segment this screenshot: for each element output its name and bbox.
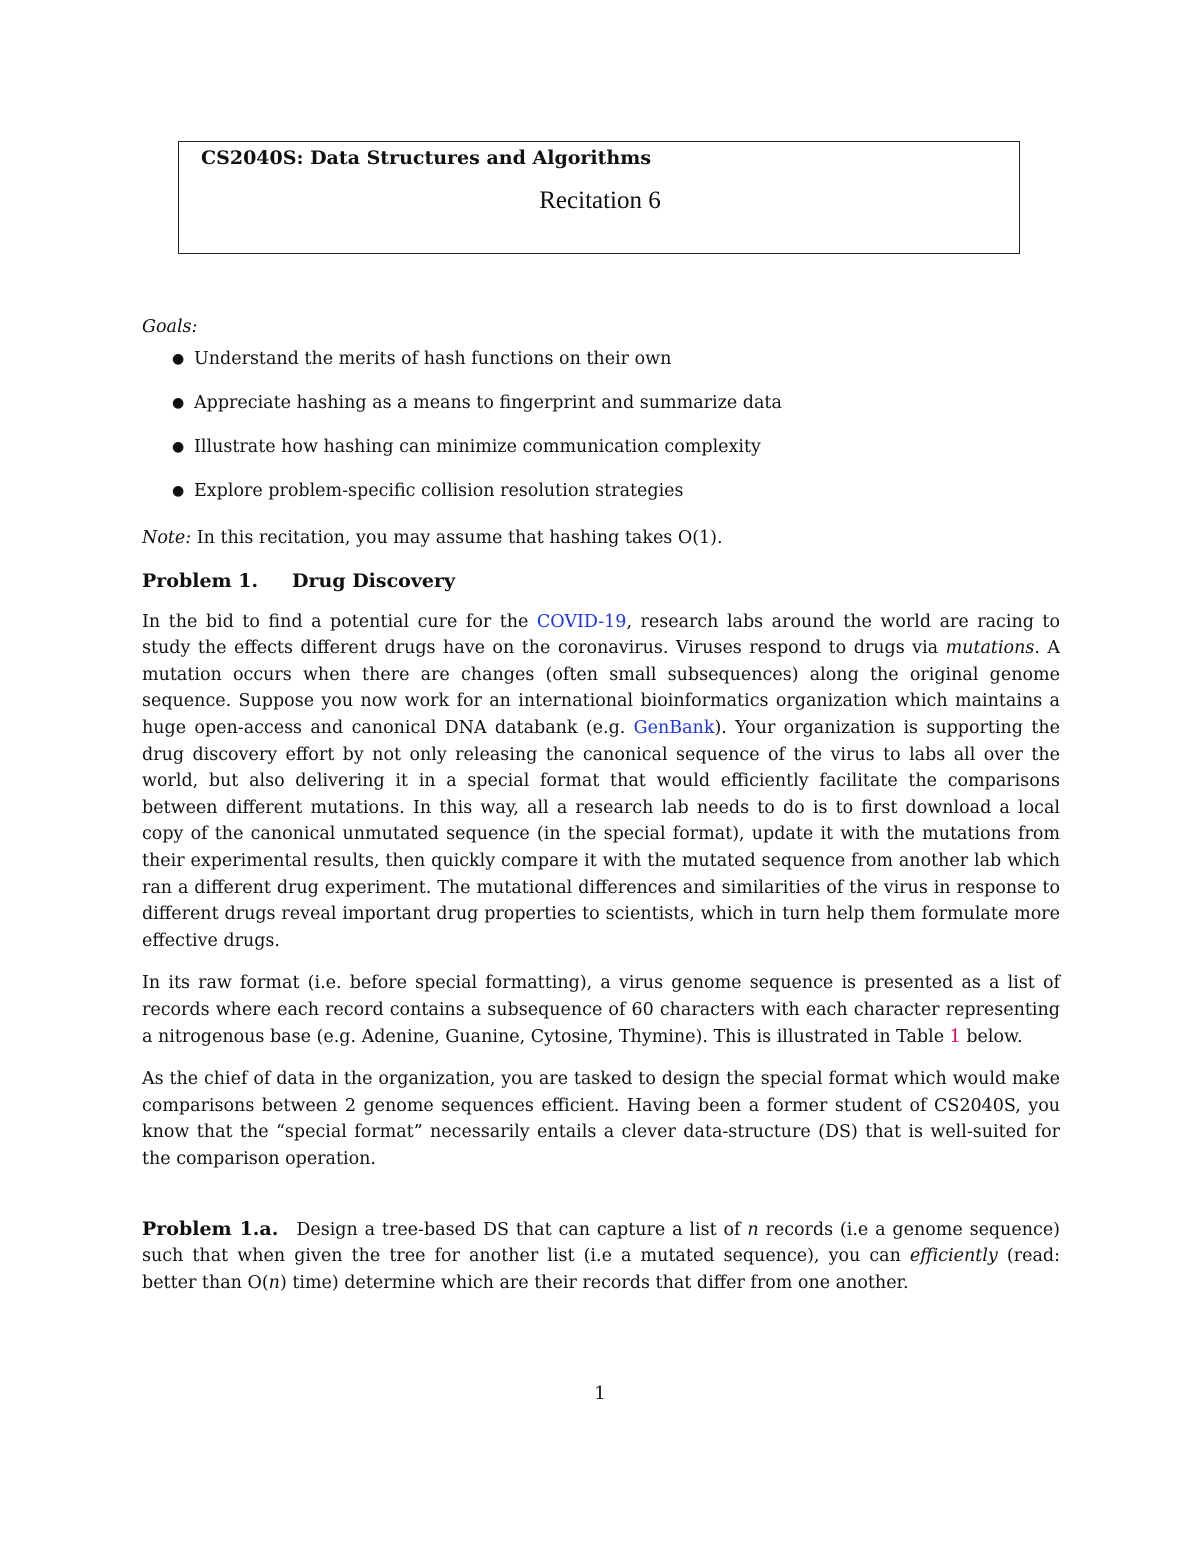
goal-item bbox=[142, 478, 1060, 505]
page-number: 1 bbox=[594, 1383, 606, 1404]
text-run: . A mutation occurs when there are changes (often small subsequences) along the original genome sequence. Suppose you now work for an international bioinformatics organization which maintains a huge open-access and canonical DNA databank (e.g. bbox=[142, 638, 1061, 739]
document-body bbox=[142, 314, 1060, 1296]
problem-1a-label: Problem 1.a. bbox=[142, 1217, 279, 1240]
text-run: Design a tree-based DS that can capture a list of bbox=[296, 1219, 748, 1240]
goal-text: Understand the merits of hash functions on their own bbox=[194, 348, 672, 369]
genbank-link[interactable]: GenBank bbox=[633, 718, 715, 739]
covid-link[interactable]: COVID-19 bbox=[536, 611, 627, 632]
note-label: Note: bbox=[142, 528, 192, 549]
text-run: , research labs around the world are racing to study the effects different drugs have on the coronavirus. Viruses respond to drugs via bbox=[142, 611, 1060, 659]
problem-number: Problem 1. bbox=[142, 570, 259, 593]
problem-1-paragraph-3: As the chief of data in the organization, you are tasked to design the special format which would make comparisons between 2 genome sequences efficient. Having been a former student of CS2040S, you know that the “special format” necessarily entails a clever data-structure (DS) that is well-suited for the comparison operation. bbox=[142, 1069, 1060, 1169]
recitation-title: Recitation 6 bbox=[539, 187, 661, 214]
bullet-icon: ● bbox=[172, 394, 185, 411]
header-box bbox=[178, 141, 1020, 254]
note-text: In this recitation, you may assume that hashing takes O(1). bbox=[191, 528, 723, 549]
goals-list bbox=[142, 346, 1060, 505]
goal-text: Appreciate hashing as a means to fingerprint and summarize data bbox=[194, 392, 782, 413]
emphasis: efficiently bbox=[909, 1246, 998, 1267]
bullet-icon: ● bbox=[172, 438, 185, 455]
math-var: n bbox=[268, 1272, 280, 1293]
problem-1-heading bbox=[142, 568, 1060, 595]
table-ref-link[interactable]: 1 bbox=[949, 1026, 961, 1047]
problem-1a bbox=[142, 1216, 1060, 1297]
goal-item bbox=[142, 434, 1060, 461]
text-run: ). Your organization is supporting the drug discovery effort by not only releasing the canonical sequence of the virus to labs all over the world, but also delivering it in a special format that would efficiently facilitate the comparisons between different mutations. In this way, all a research lab needs to do is to first download a local copy of the canonical unmutated sequence (in the special format), update it with the mutations from their experimental results, then quickly compare it with the mutated sequence from another lab which ran a different drug experiment. The mutational differences and similarities of the virus in response to different drugs reveal important drug properties to scientists, which in turn help them formulate more effective drugs. bbox=[142, 718, 1060, 951]
note bbox=[142, 525, 1060, 552]
bullet-icon: ● bbox=[172, 350, 185, 367]
text-run: In the bid to find a potential cure for the bbox=[142, 611, 537, 632]
problem-1-paragraph-1 bbox=[142, 609, 1060, 955]
goal-item bbox=[142, 346, 1060, 373]
text-run: (read: better than O( bbox=[142, 1246, 1060, 1293]
course-title: CS2040S: Data Structures and Algorithms bbox=[201, 147, 652, 169]
text-run: records (i.e a genome sequence) such that when given the tree for another list (i.e a mutated sequence), you can bbox=[142, 1219, 1061, 1267]
goal-item bbox=[142, 390, 1060, 417]
text-run: ) time) determine which are their records that differ from one another. bbox=[279, 1272, 909, 1293]
text-run: below. bbox=[960, 1026, 1023, 1047]
bullet-icon: ● bbox=[172, 482, 185, 499]
goal-text: Explore problem-specific collision resolution strategies bbox=[194, 480, 684, 501]
goal-text: Illustrate how hashing can minimize communication complexity bbox=[194, 436, 761, 457]
text-run: In its raw format (i.e. before special formatting), a virus genome sequence is presented as a list of records where each record contains a subsequence of 60 characters with each character representing a nitrogenous base (e.g. Adenine, Guanine, Cytosine, Thymine). This is illustrated in Table bbox=[142, 973, 1060, 1047]
problem-title: Drug Discovery bbox=[292, 570, 456, 593]
problem-1-paragraph-2 bbox=[142, 970, 1060, 1050]
emphasis: mutations bbox=[945, 638, 1035, 659]
math-var: n bbox=[747, 1219, 759, 1240]
goals-label: Goals: bbox=[142, 317, 198, 337]
